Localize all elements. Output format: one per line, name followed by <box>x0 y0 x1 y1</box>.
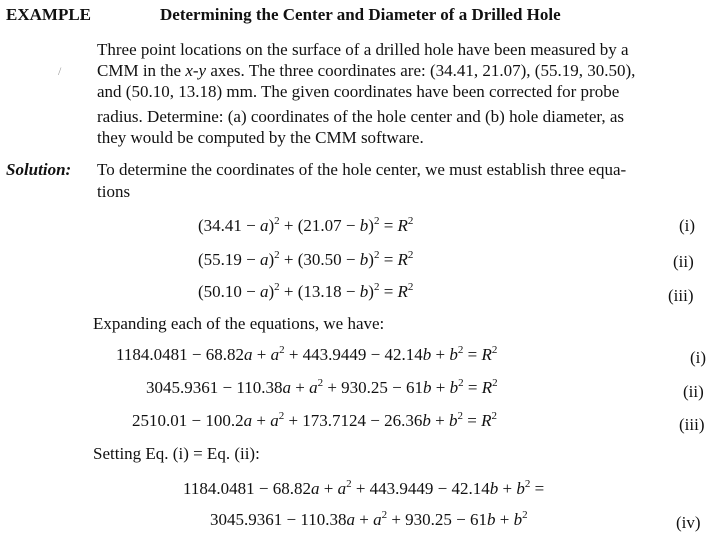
equation-tag-ii: (ii) <box>673 252 694 271</box>
combined-equation-line-2: $3045.9361 - 110.38a + a^2 + 930.25 - 61b + b^2$ <box>210 509 528 529</box>
expanded-tag-iii: (iii) <box>679 415 705 434</box>
example-title: Determining the Center and Diameter of a Drilled Hole <box>160 5 561 24</box>
expanded-tag-ii: (ii) <box>683 382 704 401</box>
equation-ii: $(55.19 - a)^2 + (30.50 - b)^2 = R^2$ <box>198 249 414 269</box>
problem-line-5: they would be computed by the CMM software. <box>97 128 424 147</box>
expanded-equation-iii: $2510.01 - 100.2a + a^2 + 173.7124 - 26.36b + b^2 = R^2$ <box>132 410 497 430</box>
equation-i: $(34.41 - a)^2 + (21.07 - b)^2 = R^2$ <box>198 215 414 235</box>
margin-mark: / <box>58 64 62 78</box>
solution-label: Solution: <box>6 160 72 179</box>
problem-line-4: radius. Determine: (a) coordinates of the hole center and (b) hole diameter, as <box>97 107 625 126</box>
equation-tag-i: (i) <box>679 216 696 235</box>
problem-line-3: and (50.10, 13.18) mm. The given coordinates have been corrected for probe <box>97 82 620 101</box>
expanded-equation-ii: $3045.9361 - 110.38a + a^2 + 930.25 - 61b + b^2 = R^2$ <box>146 377 498 397</box>
solution-intro-2: tions <box>97 182 131 201</box>
problem-line-2: CMM in the x-y axes. The three coordinates are: (34.41, 21.07), (55.19, 30.50), <box>97 61 636 80</box>
combined-equation-line-1: $1184.0481 - 68.82a + a^2 + 443.9449 - 42.14b + b^2$ = <box>183 478 545 498</box>
combined-tag-iv: (iv) <box>676 513 701 532</box>
expanding-text: Expanding each of the equations, we have: <box>93 314 385 333</box>
expanded-equation-i: $1184.0481 - 68.82a + a^2 + 443.9449 - 42.14b + b^2 = R^2$ <box>116 344 498 364</box>
solution-intro-1: To determine the coordinates of the hole center, we must establish three equa- <box>97 160 627 179</box>
setting-text: Setting Eq. (i) = Eq. (ii): <box>93 444 260 463</box>
expanded-tag-i: (i) <box>690 348 707 367</box>
equation-tag-iii: (iii) <box>668 286 694 305</box>
equation-iii: $(50.10 - a)^2 + (13.18 - b)^2 = R^2$ <box>198 281 414 301</box>
example-label: EXAMPLE <box>6 5 91 24</box>
problem-line-1: Three point locations on the surface of a drilled hole have been measured by a <box>97 40 629 59</box>
